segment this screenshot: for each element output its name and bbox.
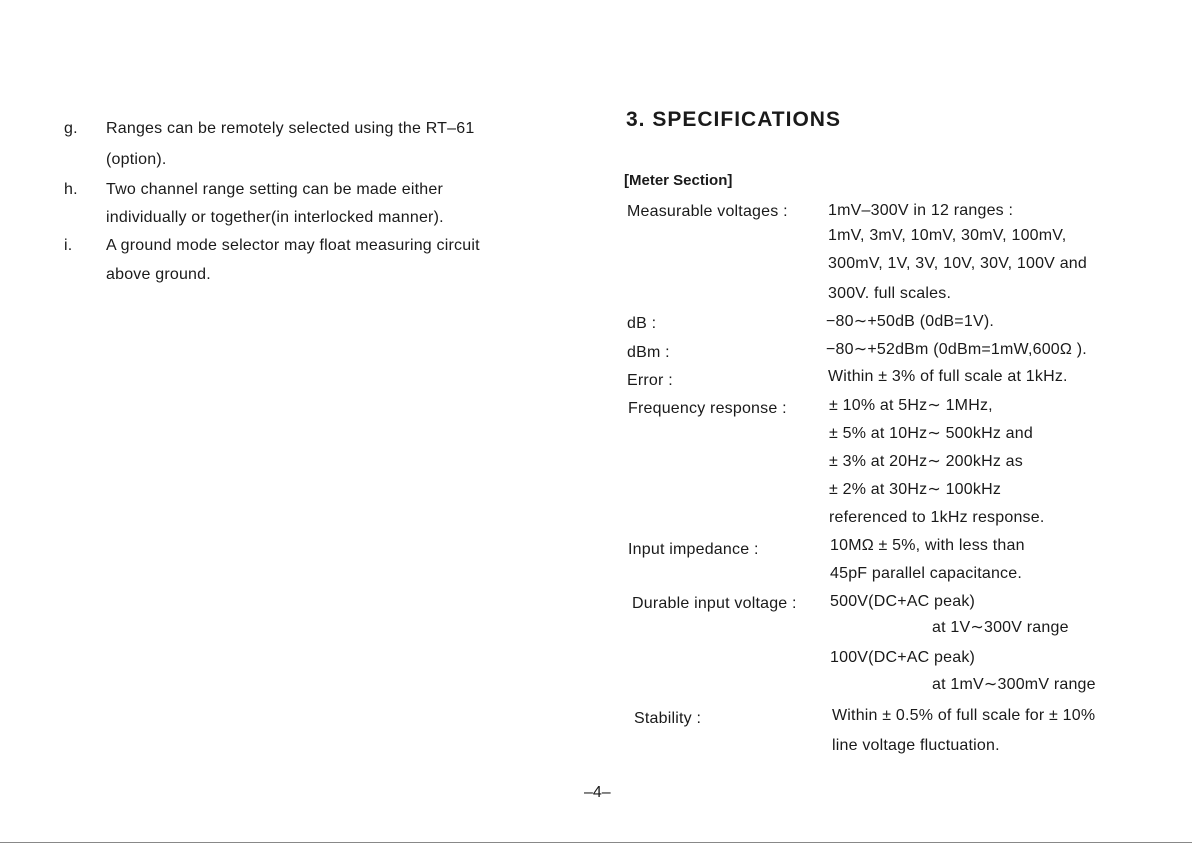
feature-text: individually or together(in interlocked manner). bbox=[106, 209, 444, 226]
spec-value: 300V. full scales. bbox=[828, 285, 952, 302]
spec-value: line voltage fluctuation. bbox=[832, 737, 1000, 754]
spec-value: ± 2% at 30Hz∼ 100kHz bbox=[829, 481, 1002, 498]
spec-label: Error : bbox=[627, 372, 673, 389]
feature-text: Two channel range setting can be made either bbox=[106, 181, 444, 198]
spec-value: referenced to 1kHz response. bbox=[829, 509, 1045, 526]
spec-label: Measurable voltages : bbox=[627, 203, 788, 220]
spec-value: 300mV, 1V, 3V, 10V, 30V, 100V and bbox=[828, 255, 1087, 272]
page-edge-divider bbox=[0, 842, 1192, 843]
spec-value: −80∼+50dB (0dB=1V). bbox=[826, 313, 994, 330]
spec-value: 1mV, 3mV, 10mV, 30mV, 100mV, bbox=[828, 227, 1067, 244]
spec-value: 1mV–300V in 12 ranges : bbox=[828, 202, 1014, 219]
spec-value: ± 3% at 20Hz∼ 200kHz as bbox=[829, 453, 1023, 470]
feature-text: above ground. bbox=[106, 266, 211, 283]
spec-value: 10MΩ ± 5%, with less than bbox=[830, 537, 1025, 554]
spec-value: Within ± 0.5% of full scale for ± 10% bbox=[832, 707, 1096, 724]
feature-text: (option). bbox=[106, 151, 167, 168]
spec-value: ± 10% at 5Hz∼ 1MHz, bbox=[829, 397, 993, 414]
spec-label: dB : bbox=[627, 315, 657, 332]
spec-value: 45pF parallel capacitance. bbox=[830, 565, 1022, 582]
feature-marker: h. bbox=[64, 181, 78, 198]
feature-text: A ground mode selector may float measuring circuit bbox=[106, 237, 480, 254]
feature-marker: g. bbox=[64, 120, 78, 137]
spec-value: 500V(DC+AC peak) bbox=[830, 593, 976, 610]
section-heading: [Meter Section] bbox=[624, 172, 733, 189]
spec-value: at 1mV∼300mV range bbox=[932, 676, 1096, 693]
page-number: –4– bbox=[584, 784, 611, 801]
feature-text: Ranges can be remotely selected using the RT–61 bbox=[106, 120, 475, 137]
page-title: 3. SPECIFICATIONS bbox=[626, 108, 841, 131]
spec-value: 100V(DC+AC peak) bbox=[830, 649, 976, 666]
spec-value: at 1V∼300V range bbox=[932, 619, 1069, 636]
spec-value: ± 5% at 10Hz∼ 500kHz and bbox=[829, 425, 1033, 442]
feature-marker: i. bbox=[64, 237, 73, 254]
spec-value: −80∼+52dBm (0dBm=1mW,600Ω ). bbox=[826, 341, 1087, 358]
spec-label: Durable input voltage : bbox=[632, 595, 797, 612]
spec-label: dBm : bbox=[627, 344, 670, 361]
spec-label: Stability : bbox=[634, 710, 702, 727]
spec-label: Frequency response : bbox=[628, 400, 787, 417]
spec-value: Within ± 3% of full scale at 1kHz. bbox=[828, 368, 1068, 385]
spec-label: Input impedance : bbox=[628, 541, 759, 558]
